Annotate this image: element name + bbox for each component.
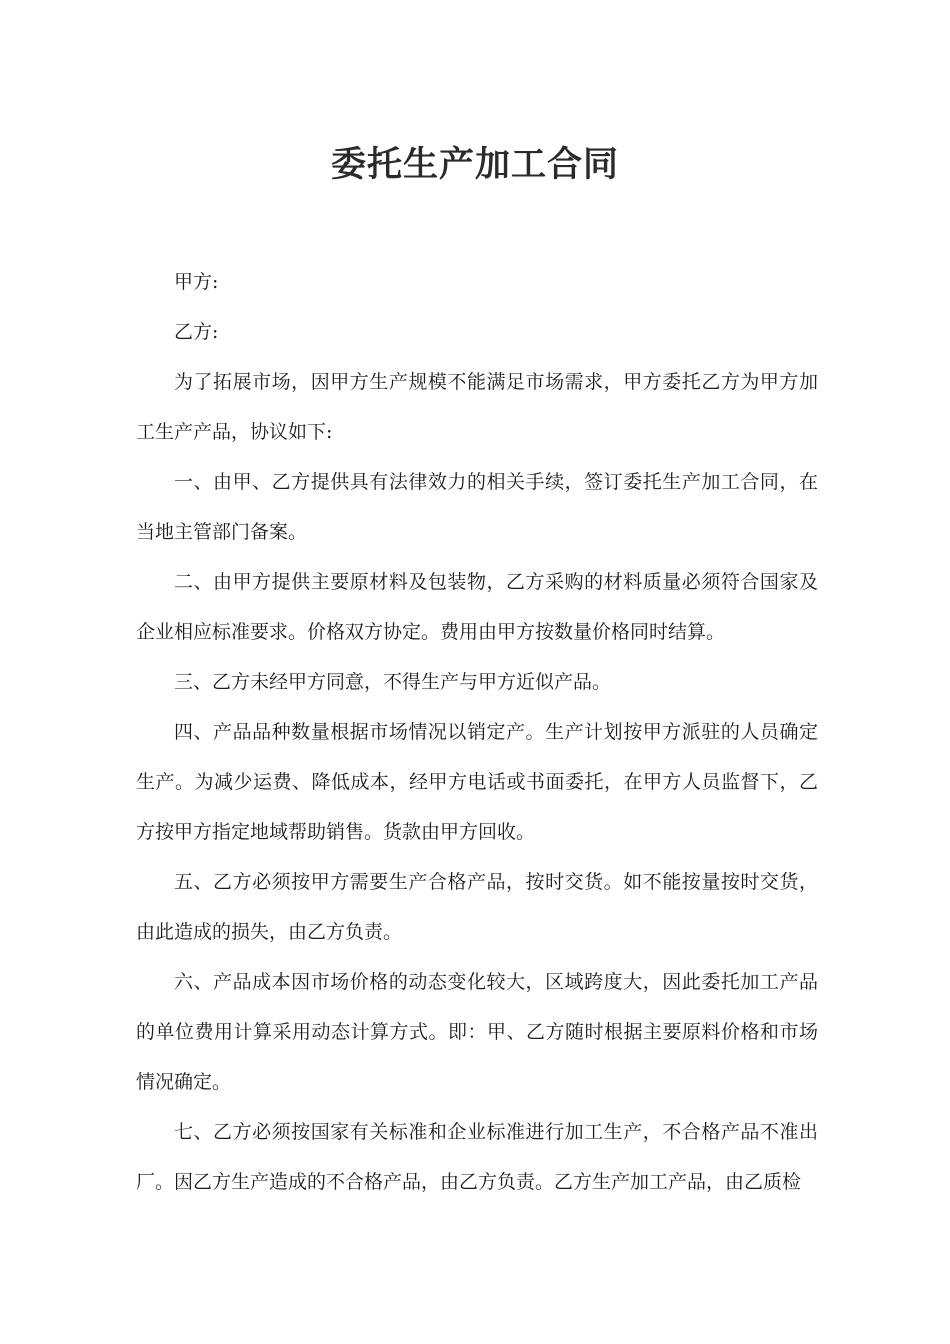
document-title: 委托生产加工合同 [330, 144, 619, 185]
paragraph-preamble: 为了拓展市场，因甲方生产规模不能满足市场需求，甲方委托乙方为甲方加工生产产品，协议如下: [136, 371, 818, 443]
paragraph-clause-6: 六、产品成本因市场价格的动态变化较大，区域跨度大，因此委托加工产品的单位费用计算采用动态计算方式。即：甲、乙方随时根据主要原料价格和市场情况确定。 [136, 971, 818, 1093]
paragraph-clause-4: 四、产品品种数量根据市场情况以销定产。生产计划按甲方派驻的人员确定生产。为减少运费、降低成本，经甲方电话或书面委托，在甲方人员监督下，乙方按甲方指定地域帮助销售。货款由甲方回收。 [136, 721, 818, 843]
paragraph-clause-5: 五、乙方必须按甲方需要生产合格产品，按时交货。如不能按量按时交货，由此造成的损失，由乙方负责。 [136, 871, 818, 943]
paragraph-clause-3: 三、乙方未经甲方同意，不得生产与甲方近似产品。 [174, 671, 612, 693]
paragraph-clause-7: 七、乙方必须按国家有关标准和企业标准进行加工生产，不合格产品不准出厂。因乙方生产造成的不合格产品，由乙方负责。乙方生产加工产品，由乙质检 [136, 1121, 818, 1193]
paragraph-party-a: 甲方: [174, 271, 219, 293]
paragraph-clause-2: 二、由甲方提供主要原材料及包装物，乙方采购的材料质量必须符合国家及企业相应标准要求。价格双方协定。费用由甲方按数量价格同时结算。 [136, 571, 818, 643]
document-body [136, 257, 818, 1207]
paragraph-clause-1: 一、由甲、乙方提供具有法律效力的相关手续，签订委托生产加工合同，在当地主管部门备案。 [136, 471, 818, 543]
paragraph-party-b: 乙方: [174, 321, 219, 343]
